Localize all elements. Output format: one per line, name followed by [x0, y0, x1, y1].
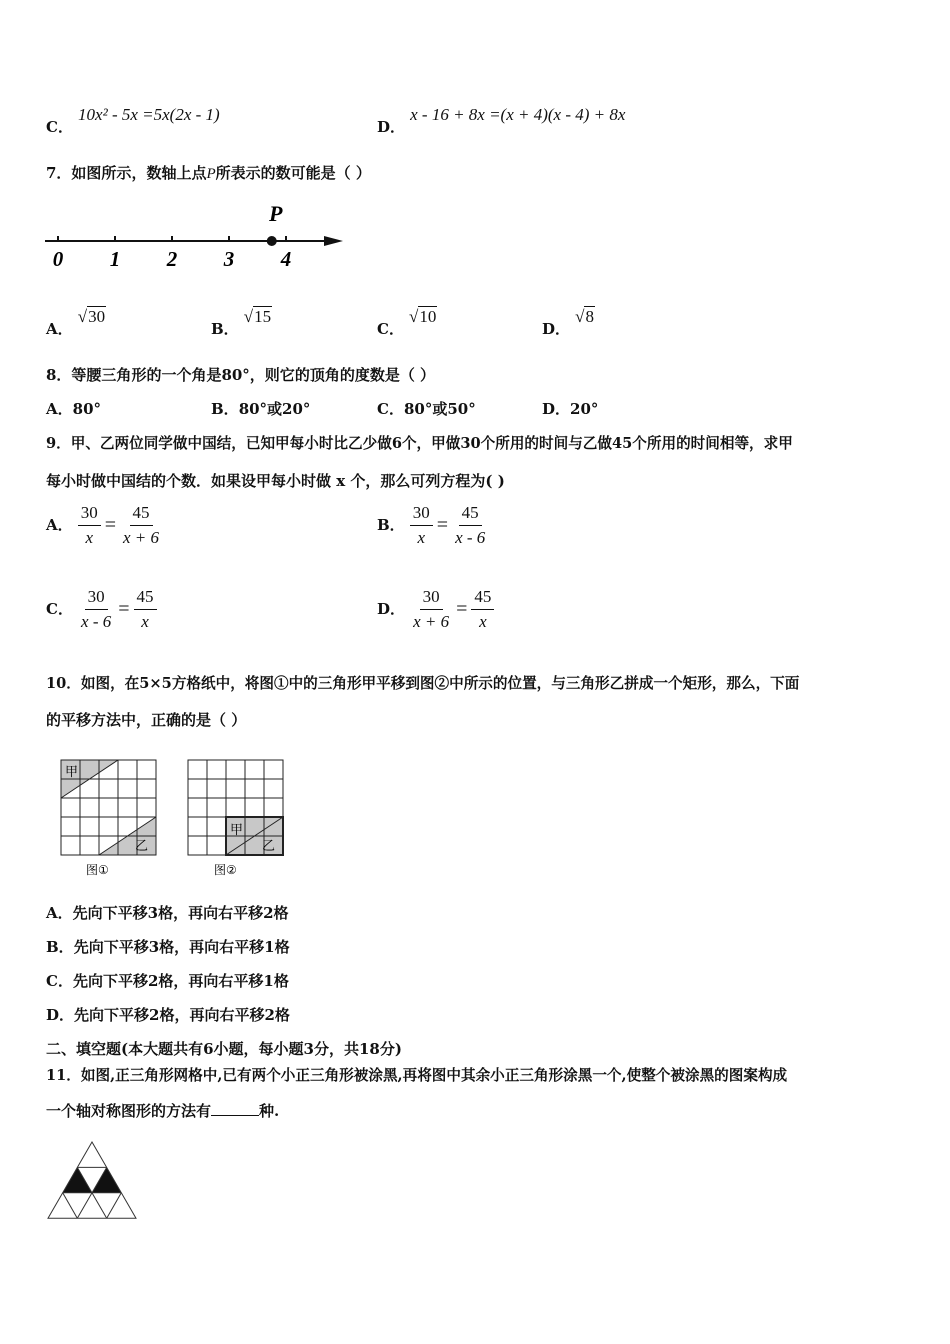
grid-2-caption: 图② [214, 863, 237, 877]
q9-option-a-num1: 30 [78, 503, 101, 526]
q8-option-c-label: C． [377, 400, 404, 418]
q9-option-a-den2: x + 6 [123, 528, 160, 547]
q9-option-d-label: D． [377, 600, 406, 618]
q9-option-b-label: B． [377, 516, 405, 534]
q7-option-c-radicand: 10 [419, 307, 437, 326]
shaded-triangle-left [63, 1167, 92, 1192]
shaded-triangle-right [92, 1167, 121, 1192]
q7-option-d: D． √8 [542, 307, 594, 338]
q10-option-d-text: 先向下平移2格，再向右平移2格 [74, 1006, 290, 1024]
q9-option-c-den1: x - 6 [81, 612, 112, 631]
q6-option-c [46, 104, 220, 136]
q9-option-b-den1: x [417, 528, 426, 547]
grid-figure-2 [188, 760, 283, 855]
q6-option-d-expr: x - 16 + 8x =(x + 4)(x - 4) + 8x [410, 105, 626, 124]
q7-stem-pre: 7．如图所示，数轴上点 [46, 164, 207, 182]
q9-option-b-num1: 30 [410, 503, 433, 526]
q9-option-a-equals: = [104, 514, 117, 536]
number-line-tick-label: 1 [109, 247, 121, 271]
q6-option-c-label: C． [46, 118, 73, 136]
q9-option-a-num2: 45 [130, 503, 153, 526]
q6-option-d [377, 104, 626, 136]
number-line-figure [40, 198, 350, 278]
q9-option-b-den2: x - 6 [455, 528, 486, 547]
q8-option-d [542, 398, 598, 419]
q10-stem-line2: 的平移方法中，正确的是（ ） [46, 711, 247, 729]
section-2-title: 二、填空题(本大题共有6小题，每小题3分，共18分) [46, 1040, 402, 1058]
number-line-arrow-icon [324, 236, 343, 246]
q8-option-a-text: 80° [72, 400, 102, 418]
grid-1-label-yi: 乙 [135, 839, 149, 854]
q8-option-b-label: B． [211, 400, 239, 418]
q7-option-a-label: A． [46, 320, 73, 338]
number-line-tick-label: 4 [280, 247, 292, 271]
q9-option-d-num1: 30 [420, 587, 443, 610]
q9-option-b-equals: = [436, 514, 449, 536]
q7-stem-var: P [206, 166, 216, 182]
q9-option-d [377, 587, 494, 632]
q8-option-a-label: A． [46, 400, 73, 418]
q8-option-a [46, 398, 101, 419]
q7-stem-post: 所表示的数可能是（ ） [215, 164, 371, 182]
q8-option-c-text: 80°或50° [403, 400, 476, 418]
q10-option-d-label: D． [46, 1006, 75, 1024]
q11-stem-line1: 11．如图,正三角形网格中,已有两个小正三角形被涂黑,再将图中其余小正三角形涂黑一个,使整个被涂黑的图案构成 [46, 1067, 788, 1084]
q10-option-a-label: A． [46, 904, 73, 922]
q10-option-c-text: 先向下平移2格，再向右平移1格 [72, 972, 289, 990]
q11-stem-line2 [46, 1100, 279, 1121]
q9-option-c-equals: = [118, 598, 130, 620]
grid-2-label-jia: 甲 [230, 823, 244, 838]
q8-option-d-label: D． [542, 400, 571, 418]
q10-option-b-text: 先向下平移3格，再向右平移1格 [73, 938, 290, 956]
grid-1-caption: 图① [86, 863, 109, 877]
q10-option-c-label: C． [46, 972, 73, 990]
number-line-point-label: P [269, 201, 283, 226]
q7-option-c: C． √10 [377, 307, 437, 338]
q7-option-a-radicand: 30 [88, 307, 106, 326]
q9-option-d-den2: x [479, 612, 487, 631]
q9-option-c-den2: x [141, 612, 149, 631]
q10-option-a-text: 先向下平移3格，再向右平移2格 [72, 904, 289, 922]
q7-option-d-label: D． [542, 320, 571, 338]
q7-option-d-radicand: 8 [585, 307, 594, 326]
grid-figure-1 [61, 760, 156, 855]
q9-option-c [46, 587, 157, 632]
q9-option-b [377, 503, 488, 548]
grid-1-label-jia: 甲 [65, 765, 79, 780]
q10-stem-line1: 10．如图，在5×5方格纸中，将图①中的三角形甲平移到图②中所示的位置，与三角形乙拼成一个矩形，那么，下面 [46, 675, 800, 692]
q7-option-b-radicand: 15 [254, 307, 272, 326]
q10-option-a [46, 902, 289, 923]
q11-answer-blank[interactable] [211, 1101, 259, 1116]
q10-option-d [46, 1004, 290, 1025]
q6-option-d-label: D． [377, 118, 406, 136]
q7-option-c-label: C． [377, 320, 404, 338]
number-line-tick-label: 2 [166, 247, 178, 271]
q6-option-c-expr: 10x² - 5x =5x(2x - 1) [78, 105, 220, 124]
q9-option-c-num1: 30 [85, 587, 108, 610]
number-line-tick-label: 0 [52, 247, 64, 271]
q7-stem [46, 162, 371, 183]
triangle-grid-lines [48, 1142, 136, 1218]
q9-option-d-equals: = [456, 598, 468, 620]
q9-option-d-num2: 45 [471, 587, 494, 610]
q9-option-b-num2: 45 [459, 503, 482, 526]
q8-option-c [377, 398, 476, 419]
q8-option-b [211, 398, 310, 419]
q7-option-b-label: B． [211, 320, 239, 338]
q7-option-b: B． √15 [211, 307, 272, 338]
q8-stem: 8．等腰三角形的一个角是80°，则它的顶角的度数是（ ） [46, 366, 436, 384]
triangle-grid-figure [44, 1140, 140, 1222]
q9-option-a [46, 503, 162, 548]
q10-option-b-label: B． [46, 938, 74, 956]
q11-stem-pre: 一个轴对称图形的方法有 [46, 1102, 212, 1120]
q9-option-c-num2: 45 [134, 587, 157, 610]
number-line-point-p [267, 236, 277, 246]
q7-option-a: A． √30 [46, 307, 106, 338]
q9-option-a-den1: x [85, 528, 93, 547]
q9-option-a-label: A． [46, 516, 73, 534]
number-line-tick-label: 3 [223, 247, 235, 271]
q10-option-c [46, 970, 289, 991]
q10-grid-figures [58, 757, 298, 887]
q9-stem-line2: 每小时做中国结的个数．如果设甲每小时做 x 个，那么可列方程为( ) [46, 472, 505, 490]
q10-option-b [46, 936, 290, 957]
q8-option-b-text: 80°或20° [238, 400, 311, 418]
q9-option-d-den1: x + 6 [413, 612, 450, 631]
q8-option-d-text: 20° [570, 400, 599, 418]
q9-option-c-label: C． [46, 600, 73, 618]
q11-stem-post: 种. [259, 1102, 280, 1120]
grid-2-label-yi: 乙 [262, 839, 276, 854]
q9-stem-line1: 9．甲、乙两位同学做中国结，已知甲每小时比乙少做6个，甲做30个所用的时间与乙做45个所用的时间相等，求甲 [46, 435, 793, 452]
